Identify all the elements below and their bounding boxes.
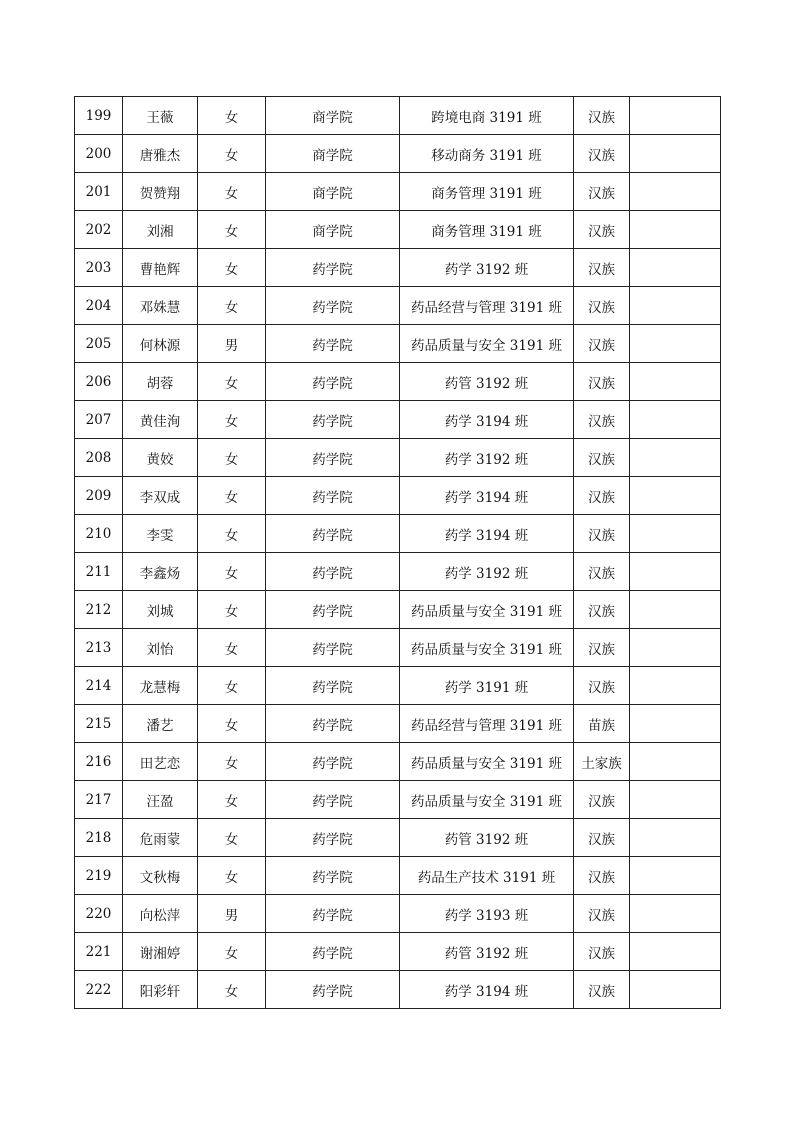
note-cell — [630, 781, 721, 819]
row-number-cell: 218 — [75, 819, 123, 857]
college-cell: 药学院 — [266, 895, 400, 933]
note-cell — [630, 629, 721, 667]
college-cell: 药学院 — [266, 363, 400, 401]
student-name-cell: 谢湘婷 — [123, 933, 198, 971]
row-number-cell: 199 — [75, 97, 123, 135]
college-cell: 药学院 — [266, 629, 400, 667]
student-name-cell: 向松萍 — [123, 895, 198, 933]
note-cell — [630, 173, 721, 211]
college-cell: 商学院 — [266, 135, 400, 173]
note-cell — [630, 819, 721, 857]
college-cell: 药学院 — [266, 591, 400, 629]
table-row — [75, 743, 721, 781]
ethnicity-cell: 汉族 — [574, 211, 630, 249]
gender-cell: 女 — [198, 591, 266, 629]
table-row — [75, 477, 721, 515]
gender-cell: 女 — [198, 135, 266, 173]
gender-cell: 女 — [198, 857, 266, 895]
student-name-cell: 李双成 — [123, 477, 198, 515]
student-name-cell: 刘怡 — [123, 629, 198, 667]
college-cell: 商学院 — [266, 211, 400, 249]
table-row — [75, 363, 721, 401]
class-cell: 药管 3192 班 — [400, 363, 574, 401]
gender-cell: 女 — [198, 667, 266, 705]
note-cell — [630, 857, 721, 895]
student-name-cell: 李鑫炀 — [123, 553, 198, 591]
gender-cell: 女 — [198, 173, 266, 211]
student-name-cell: 黄佳洵 — [123, 401, 198, 439]
ethnicity-cell: 汉族 — [574, 971, 630, 1009]
ethnicity-cell: 汉族 — [574, 249, 630, 287]
table-row — [75, 325, 721, 363]
table-row — [75, 933, 721, 971]
table-row — [75, 287, 721, 325]
table-row — [75, 211, 721, 249]
table-row — [75, 553, 721, 591]
table-row — [75, 629, 721, 667]
class-cell: 商务管理 3191 班 — [400, 211, 574, 249]
college-cell: 药学院 — [266, 477, 400, 515]
gender-cell: 女 — [198, 781, 266, 819]
ethnicity-cell: 汉族 — [574, 363, 630, 401]
row-number-cell: 201 — [75, 173, 123, 211]
table-row — [75, 781, 721, 819]
college-cell: 药学院 — [266, 439, 400, 477]
ethnicity-cell: 汉族 — [574, 553, 630, 591]
college-cell: 药学院 — [266, 287, 400, 325]
gender-cell: 女 — [198, 629, 266, 667]
note-cell — [630, 135, 721, 173]
student-name-cell: 贺赞翔 — [123, 173, 198, 211]
roster-body — [75, 97, 721, 1009]
ethnicity-cell: 汉族 — [574, 857, 630, 895]
row-number-cell: 222 — [75, 971, 123, 1009]
row-number-cell: 210 — [75, 515, 123, 553]
table-row — [75, 591, 721, 629]
gender-cell: 女 — [198, 97, 266, 135]
note-cell — [630, 743, 721, 781]
college-cell: 药学院 — [266, 819, 400, 857]
student-name-cell: 田艺恋 — [123, 743, 198, 781]
ethnicity-cell: 汉族 — [574, 667, 630, 705]
college-cell: 药学院 — [266, 705, 400, 743]
class-cell: 药品质量与安全 3191 班 — [400, 629, 574, 667]
gender-cell: 女 — [198, 705, 266, 743]
note-cell — [630, 553, 721, 591]
table-row — [75, 173, 721, 211]
row-number-cell: 219 — [75, 857, 123, 895]
table-row — [75, 135, 721, 173]
college-cell: 药学院 — [266, 933, 400, 971]
gender-cell: 女 — [198, 971, 266, 1009]
class-cell: 商务管理 3191 班 — [400, 173, 574, 211]
gender-cell: 男 — [198, 325, 266, 363]
row-number-cell: 216 — [75, 743, 123, 781]
row-number-cell: 212 — [75, 591, 123, 629]
note-cell — [630, 933, 721, 971]
gender-cell: 女 — [198, 743, 266, 781]
table-row — [75, 515, 721, 553]
ethnicity-cell: 汉族 — [574, 477, 630, 515]
note-cell — [630, 325, 721, 363]
student-roster-table — [74, 96, 721, 1009]
ethnicity-cell: 汉族 — [574, 515, 630, 553]
gender-cell: 女 — [198, 363, 266, 401]
class-cell: 药学 3192 班 — [400, 439, 574, 477]
ethnicity-cell: 土家族 — [574, 743, 630, 781]
row-number-cell: 200 — [75, 135, 123, 173]
note-cell — [630, 705, 721, 743]
note-cell — [630, 591, 721, 629]
college-cell: 药学院 — [266, 515, 400, 553]
ethnicity-cell: 汉族 — [574, 173, 630, 211]
college-cell: 药学院 — [266, 401, 400, 439]
ethnicity-cell: 汉族 — [574, 97, 630, 135]
student-name-cell: 黄姣 — [123, 439, 198, 477]
gender-cell: 女 — [198, 287, 266, 325]
gender-cell: 女 — [198, 439, 266, 477]
row-number-cell: 215 — [75, 705, 123, 743]
gender-cell: 女 — [198, 819, 266, 857]
row-number-cell: 206 — [75, 363, 123, 401]
table-row — [75, 857, 721, 895]
college-cell: 药学院 — [266, 743, 400, 781]
student-name-cell: 潘艺 — [123, 705, 198, 743]
student-name-cell: 王薇 — [123, 97, 198, 135]
table-row — [75, 819, 721, 857]
note-cell — [630, 667, 721, 705]
ethnicity-cell: 汉族 — [574, 629, 630, 667]
note-cell — [630, 439, 721, 477]
class-cell: 药品质量与安全 3191 班 — [400, 591, 574, 629]
student-name-cell: 文秋梅 — [123, 857, 198, 895]
ethnicity-cell: 汉族 — [574, 325, 630, 363]
note-cell — [630, 971, 721, 1009]
ethnicity-cell: 汉族 — [574, 135, 630, 173]
ethnicity-cell: 汉族 — [574, 933, 630, 971]
college-cell: 药学院 — [266, 325, 400, 363]
class-cell: 药品经营与管理 3191 班 — [400, 705, 574, 743]
class-cell: 药学 3192 班 — [400, 249, 574, 287]
student-name-cell: 刘城 — [123, 591, 198, 629]
table-row — [75, 971, 721, 1009]
college-cell: 药学院 — [266, 667, 400, 705]
student-name-cell: 何林源 — [123, 325, 198, 363]
row-number-cell: 202 — [75, 211, 123, 249]
student-name-cell: 邓姝慧 — [123, 287, 198, 325]
class-cell: 药学 3193 班 — [400, 895, 574, 933]
class-cell: 药学 3194 班 — [400, 401, 574, 439]
student-name-cell: 阳彩轩 — [123, 971, 198, 1009]
note-cell — [630, 895, 721, 933]
student-name-cell: 龙慧梅 — [123, 667, 198, 705]
ethnicity-cell: 汉族 — [574, 401, 630, 439]
class-cell: 药品质量与安全 3191 班 — [400, 743, 574, 781]
note-cell — [630, 477, 721, 515]
college-cell: 商学院 — [266, 173, 400, 211]
class-cell: 药品质量与安全 3191 班 — [400, 325, 574, 363]
class-cell: 药学 3192 班 — [400, 553, 574, 591]
row-number-cell: 214 — [75, 667, 123, 705]
gender-cell: 女 — [198, 933, 266, 971]
student-name-cell: 危雨蒙 — [123, 819, 198, 857]
row-number-cell: 207 — [75, 401, 123, 439]
row-number-cell: 208 — [75, 439, 123, 477]
student-name-cell: 胡蓉 — [123, 363, 198, 401]
student-name-cell: 唐雅杰 — [123, 135, 198, 173]
class-cell: 药品经营与管理 3191 班 — [400, 287, 574, 325]
ethnicity-cell: 汉族 — [574, 591, 630, 629]
gender-cell: 女 — [198, 553, 266, 591]
gender-cell: 女 — [198, 515, 266, 553]
note-cell — [630, 401, 721, 439]
note-cell — [630, 97, 721, 135]
gender-cell: 女 — [198, 211, 266, 249]
college-cell: 商学院 — [266, 97, 400, 135]
college-cell: 药学院 — [266, 857, 400, 895]
gender-cell: 女 — [198, 477, 266, 515]
student-name-cell: 李雯 — [123, 515, 198, 553]
college-cell: 药学院 — [266, 781, 400, 819]
row-number-cell: 204 — [75, 287, 123, 325]
table-row — [75, 895, 721, 933]
table-row — [75, 705, 721, 743]
note-cell — [630, 363, 721, 401]
ethnicity-cell: 汉族 — [574, 781, 630, 819]
student-name-cell: 汪盈 — [123, 781, 198, 819]
note-cell — [630, 249, 721, 287]
row-number-cell: 205 — [75, 325, 123, 363]
gender-cell: 男 — [198, 895, 266, 933]
college-cell: 药学院 — [266, 553, 400, 591]
class-cell: 移动商务 3191 班 — [400, 135, 574, 173]
student-name-cell: 曹艳辉 — [123, 249, 198, 287]
table-row — [75, 97, 721, 135]
row-number-cell: 221 — [75, 933, 123, 971]
college-cell: 药学院 — [266, 971, 400, 1009]
student-name-cell: 刘湘 — [123, 211, 198, 249]
college-cell: 药学院 — [266, 249, 400, 287]
table-row — [75, 439, 721, 477]
table-row — [75, 249, 721, 287]
note-cell — [630, 515, 721, 553]
ethnicity-cell: 汉族 — [574, 287, 630, 325]
gender-cell: 女 — [198, 401, 266, 439]
row-number-cell: 209 — [75, 477, 123, 515]
class-cell: 药品质量与安全 3191 班 — [400, 781, 574, 819]
ethnicity-cell: 苗族 — [574, 705, 630, 743]
gender-cell: 女 — [198, 249, 266, 287]
class-cell: 药管 3192 班 — [400, 933, 574, 971]
row-number-cell: 203 — [75, 249, 123, 287]
table-row — [75, 401, 721, 439]
row-number-cell: 213 — [75, 629, 123, 667]
table-row — [75, 667, 721, 705]
ethnicity-cell: 汉族 — [574, 819, 630, 857]
ethnicity-cell: 汉族 — [574, 439, 630, 477]
class-cell: 跨境电商 3191 班 — [400, 97, 574, 135]
class-cell: 药学 3194 班 — [400, 477, 574, 515]
class-cell: 药学 3191 班 — [400, 667, 574, 705]
row-number-cell: 217 — [75, 781, 123, 819]
note-cell — [630, 211, 721, 249]
row-number-cell: 211 — [75, 553, 123, 591]
class-cell: 药学 3194 班 — [400, 515, 574, 553]
row-number-cell: 220 — [75, 895, 123, 933]
ethnicity-cell: 汉族 — [574, 895, 630, 933]
class-cell: 药管 3192 班 — [400, 819, 574, 857]
class-cell: 药品生产技术 3191 班 — [400, 857, 574, 895]
note-cell — [630, 287, 721, 325]
class-cell: 药学 3194 班 — [400, 971, 574, 1009]
